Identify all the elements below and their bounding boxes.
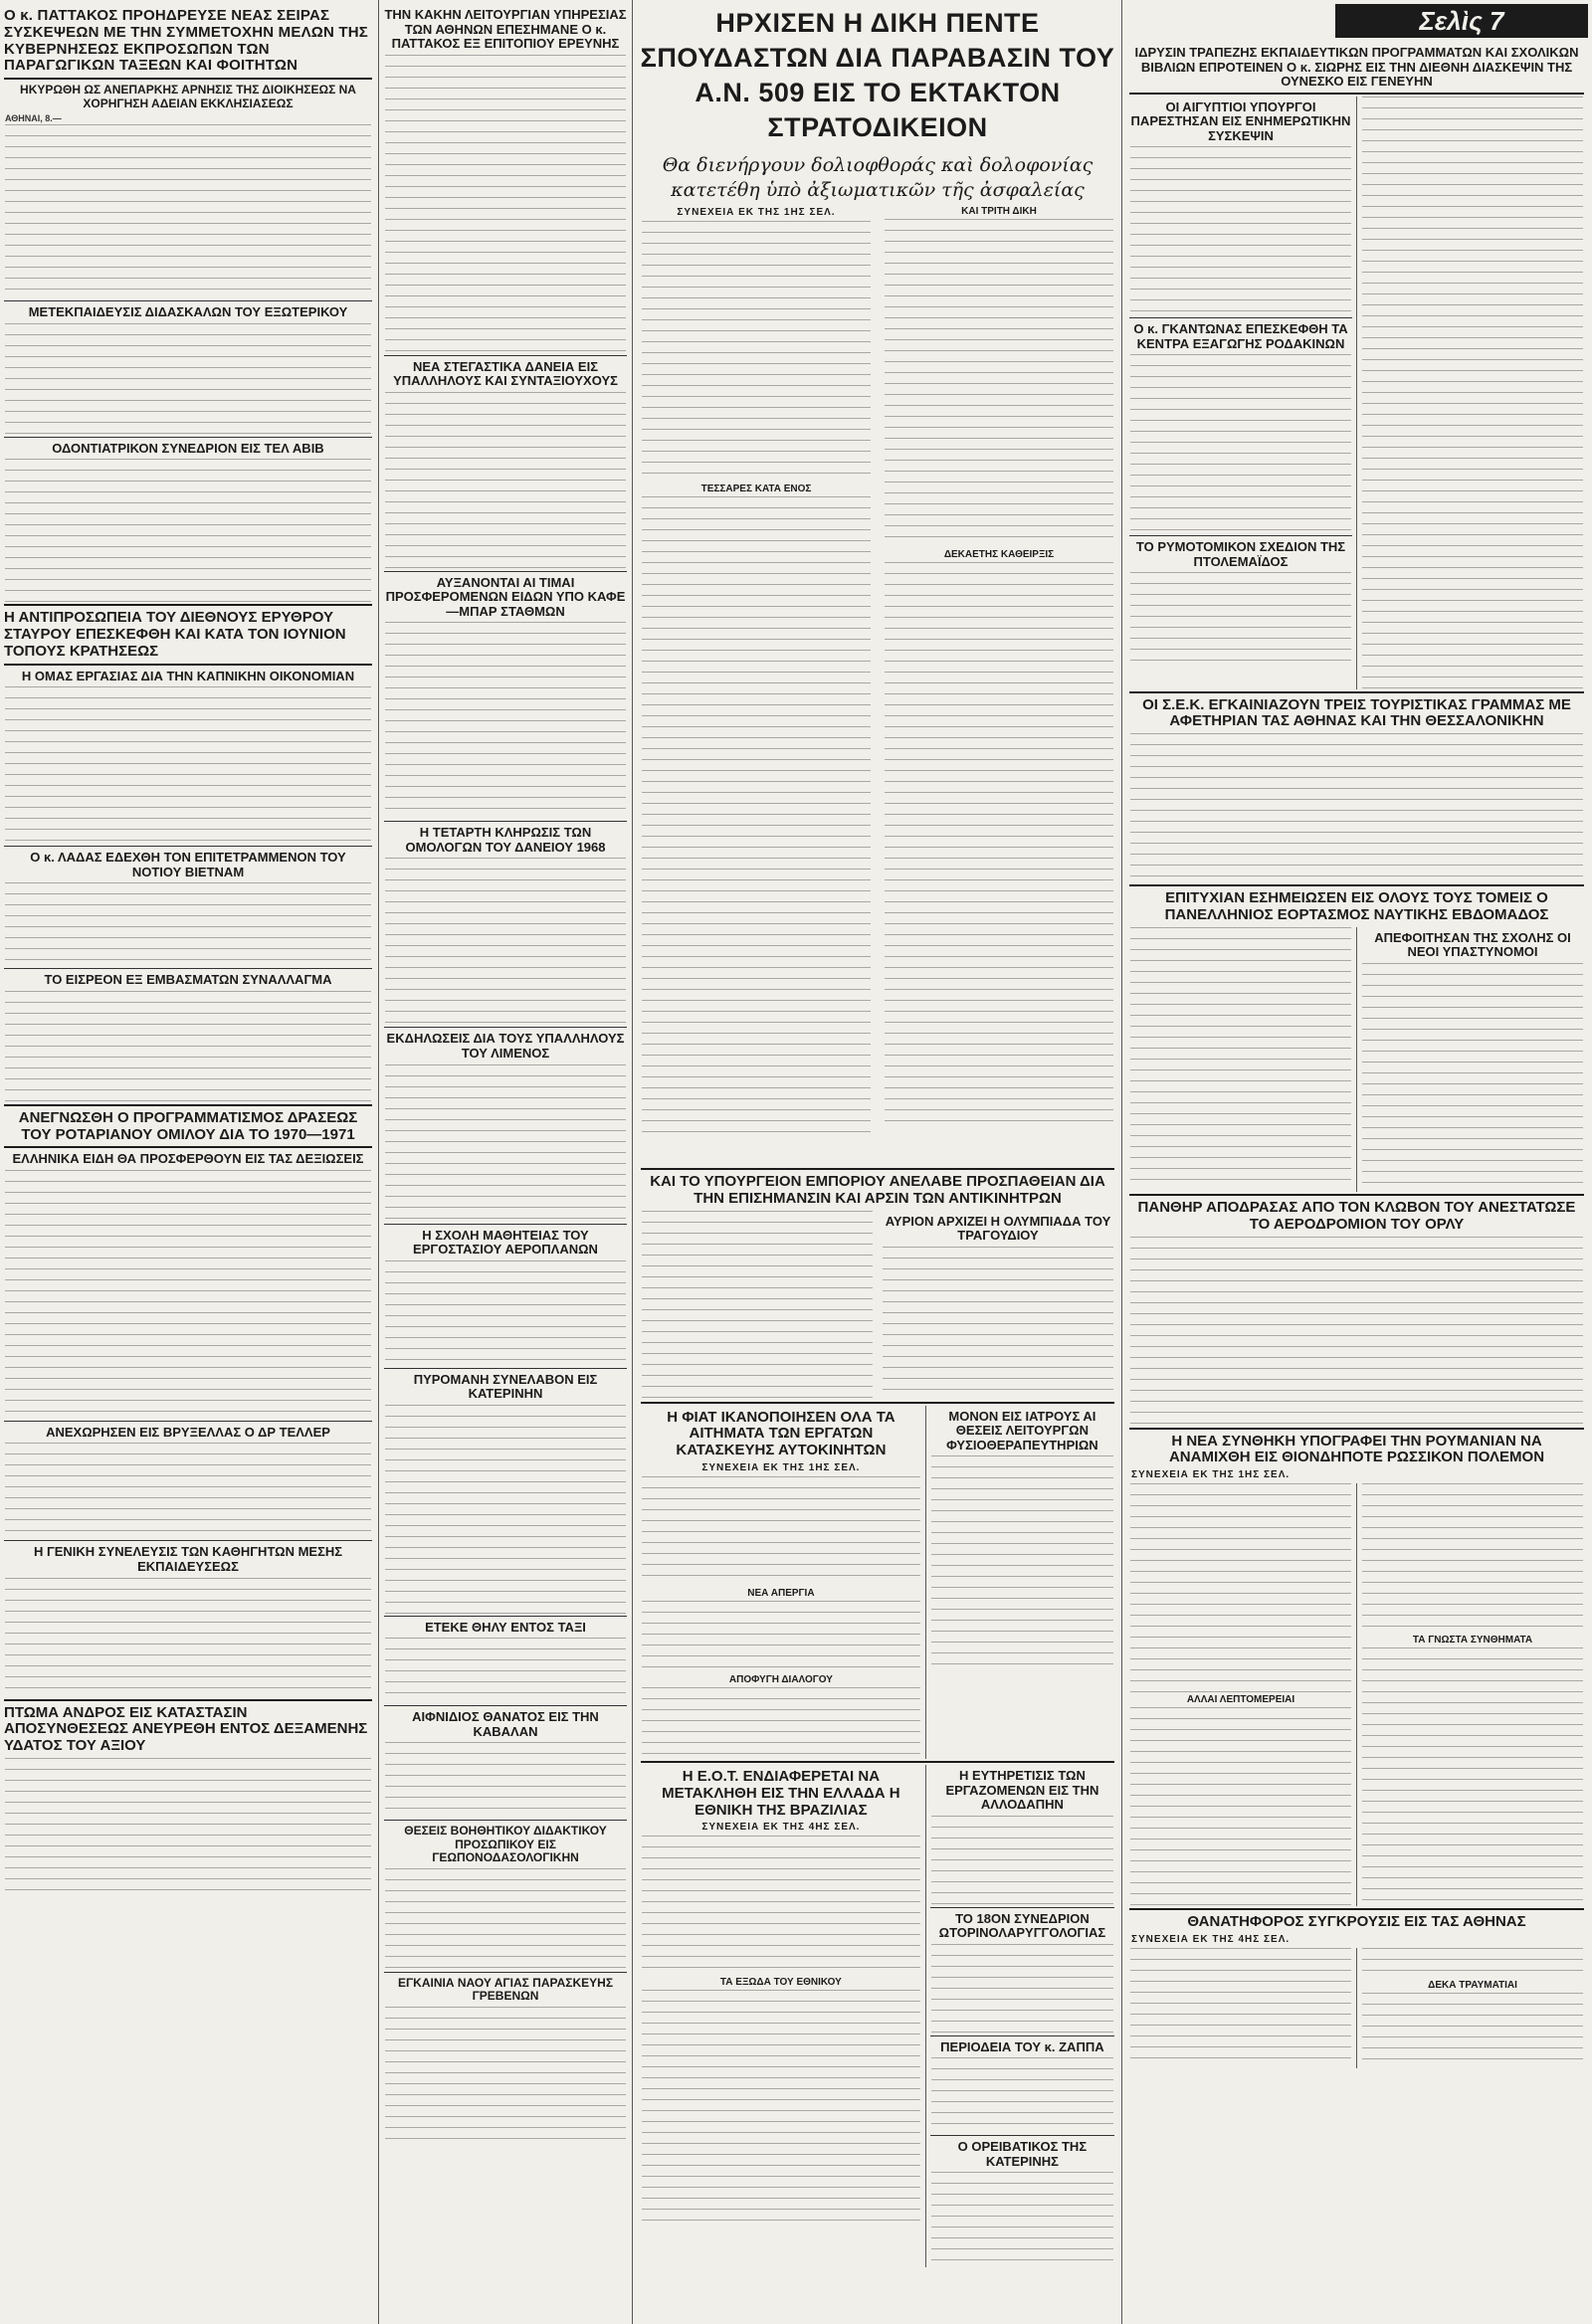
article-body (385, 55, 626, 353)
lead-subhead: ΔΕΚΑΕΤΗΣ ΚΑΘΕΙΡΞΙΣ (943, 549, 1055, 560)
article-body (5, 323, 371, 435)
article-body (5, 686, 371, 844)
article-body (385, 1742, 626, 1818)
headline-aircraft-school: Η ΣΧΟΛΗ ΜΑΘΗΤΕΙΑΣ ΤΟΥ ΕΡΓΟΣΤΑΣΙΟΥ ΑΕΡΟΠΛΑΝΩΝ (413, 1227, 598, 1258)
headline-fiat: Η ΦΙΑΤ ΙΚΑΝΟΠΟΙΗΣΕΝ ΟΛΑ ΤΑ ΑΙΤΗΜΑΤΑ ΤΩΝ ΕΡΓΑΤΩΝ ΚΑΤΑΣΚΕΥΗΣ ΑΥΤΟΚΙΝΗΤΩΝ (667, 1408, 896, 1459)
headline-housing-loans: ΝΕΑ ΣΤΕΓΑΣΤΙΚΑ ΔΑΝΕΙΑ ΕΙΣ ΥΠΑΛΛΗΛΟΥΣ ΚΑΙ ΣΥΝΤΑΞΙΟΥΧΟΥΣ (393, 358, 618, 389)
headline-red-cross: Η ΑΝΤΙΠΡΟΣΩΠΕΙΑ ΤΟΥ ΔΙΕΘΝΟΥΣ ΕΡΥΘΡΟΥ ΣΤΑΥΡΟΥ ΕΠΕΣΚΕΦΘΗ ΚΑΙ ΚΑΤΑ ΤΟΝ ΙΟΥΝΙΟΝ ΤΟΠΟΥΣ ΚΡΑΤΗΣΕΩΣ (4, 609, 346, 660)
lead-body-left (637, 204, 876, 1159)
headline-peach-export: Ο κ. ΓΚΑΝΤΩΝΑΣ ΕΠΕΣΚΕΦΘΗ ΤΑ ΚΕΝΤΡΑ ΕΞΑΓΩΓΗΣ ΡΟΔΑΚΙΝΩΝ (1133, 321, 1348, 351)
headline-physiotherapy: ΜΟΝΟΝ ΕΙΣ ΙΑΤΡΟΥΣ ΑΙ ΘΕΣΕΙΣ ΛΕΙΤΟΥΡΓΩΝ ΦΥΣΙΟΘΕΡΑΠΕΥΤΗΡΙΩΝ (946, 1408, 1098, 1452)
article-body (5, 1170, 371, 1419)
lead-body-right (880, 204, 1118, 1159)
lead-subhead: ΤΕΣΣΑΡΕΣ ΚΑΤΑ ΕΝΟΣ (700, 484, 812, 494)
headline-teachers-abroad: ΜΕΤΕΚΠΑΙΔΕΥΣΙΣ ΔΙΔΑΣΚΑΛΩΝ ΤΟΥ ΕΞΩΤΕΡΙΚΟΥ (28, 304, 348, 320)
headline-teachers-assembly: Η ΓΕΝΙΚΗ ΣΥΝΕΛΕΥΣΙΣ ΤΩΝ ΚΑΘΗΓΗΤΩΝ ΜΕΣΗΣ ΕΚΠΑΙΔΕΥΣΕΩΣ (33, 1544, 343, 1574)
column-2 (380, 0, 631, 2146)
headline-romania-treaty: Η ΝΕΑ ΣΥΝΘΗΚΗ ΥΠΟΓΡΑΦΕΙ ΤΗΝ ΡΟΥΜΑΝΙΑΝ ΝΑ ΑΝΑΜΙΧΘΗ ΕΙΣ ΘΙΟΝΔΗΠΟΤΕ ΡΩΣΣΙΚΟΝ ΠΟΛΕΜΟΝ (1168, 1432, 1545, 1466)
article-body (385, 1638, 626, 1703)
subhead: ΤΑ ΓΝΩΣΤΑ ΣΥΝΘΗΜΑΤΑ (1412, 1635, 1533, 1646)
headline-birth-taxi: ΕΤΕΚΕ ΘΗΛΥ ΕΝΤΟΣ ΤΑΞΙ (425, 1619, 586, 1635)
subhead: ΔΕΚΑ ΤΡΑΥΜΑΤΙΑΙ (1428, 1979, 1517, 1991)
article-body (5, 1578, 371, 1697)
headline-arsonist: ΠΥΡΟΜΑΝΗ ΣΥΝΕΛΑΒΟΝ ΕΙΣ ΚΑΤΕΡΙΝΗΝ (413, 1371, 598, 1402)
headline-teaching-positions: ΘΕΣΕΙΣ ΒΟΗΘΗΤΙΚΟΥ ΔΙΔΑΚΤΙΚΟΥ ΠΡΟΣΩΠΙΚΟΥ ΕΙΣ ΓΕΩΠΟΝΟΔΑΣΟΛΟΓΙΚΗΝ (404, 1824, 607, 1865)
column-rule (632, 0, 633, 2324)
headline-navy-week: ΕΠΙΤΥΧΙΑΝ ΕΣΗΜΕΙΩΣΕΝ ΕΙΣ ΟΛΟΥΣ ΤΟΥΣ ΤΟΜΕΙΣ Ο ΠΑΝΕΛΛΗΝΙΟΣ ΕΟΡΤΑΣΜΟΣ ΝΑΥΤΙΚΗΣ ΕΒΔΟΜΑΔΟΣ (1164, 889, 1549, 924)
article-body (385, 1868, 626, 1970)
headline-bond-draw: Η ΤΕΤΑΡΤΗ ΚΛΗΡΩΣΙΣ ΤΩΝ ΟΜΟΛΟΓΩΝ ΤΟΥ ΔΑΝΕΙΟΥ 1968 (405, 825, 606, 855)
article-body (385, 392, 626, 569)
headline-port-employees: ΕΚΔΗΛΩΣΕΙΣ ΔΙΑ ΤΟΥΣ ΥΠΑΛΛΗΛΟΥΣ ΤΟΥ ΛΙΜΕΝΟΣ (386, 1031, 625, 1062)
continuation-label: ΣΥΝΕΧΕΙΑ ΕΚ ΤΗΣ 1ΗΣ ΣΕΛ. (677, 207, 836, 218)
headline-remittances: ΤΟ ΕΙΣΡΕΟΝ ΕΞ ΕΜΒΑΣΜΑΤΩΝ ΣΥΝΑΛΛΑΓΜΑ (44, 972, 332, 988)
column-rule (1121, 0, 1122, 2324)
article-body (5, 1443, 371, 1538)
subhead: ΤΑ ΕΞΩΔΑ ΤΟΥ ΕΘΝΙΚΟΥ (719, 1977, 842, 1989)
headline-church-permit: ΗΚΥΡΩΘΗ ΩΣ ΑΝΕΠΑΡΚΗΣ ΑΡΝΗΣΙΣ ΤΗΣ ΔΙΟΙΚΗΣΕΩΣ ΝΑ ΧΟΡΗΓΗΣΗ ΑΔΕΙΑΝ ΕΚΚΛΗΣΙΑΣΕΩΣ (20, 83, 356, 110)
lead-headline: ΗΡΧΙΣΕΝ Η ΔΙΚΗ ΠΕΝΤΕ ΣΠΟΥΔΑΣΤΩΝ ΔΙΑ ΠΑΡΑΒΑΣΙΝ ΤΟΥ Α.Ν. 509 ΕΙΣ ΤΟ ΕΚΤΑΚΤΟΝ ΣΤΡΑΤΟΔΙΚΕΙΟΝ (640, 8, 1115, 142)
continuation-label: ΣΥΝΕΧΕΙΑ ΕΚ ΤΗΣ 1ΗΣ ΣΕΛ. (1131, 1469, 1291, 1481)
article-body (5, 1758, 371, 1897)
headline-tourist-lines: ΟΙ Σ.Ε.Κ. ΕΓΚΑΙΝΙΑΖΟΥΝ ΤΡΕΙΣ ΤΟΥΡΙΣΤΙΚΑΣ ΓΡΑΜΜΑΣ ΜΕ ΑΦΕΤΗΡΙΑΝ ΤΑΣ ΑΘΗΝΑΣ ΚΑΙ ΤΗΝ ΘΕΣΣΑΛΟΝΙΚΗΝ (1142, 695, 1571, 730)
headline-church-grevena: ΕΓΚΑΙΝΙΑ ΝΑΟΥ ΑΓΙΑΣ ΠΑΡΑΣΚΕΥΗΣ ΓΡΕΒΕΝΩΝ (397, 1975, 614, 2004)
column-rule (378, 0, 379, 2324)
article-body (385, 1065, 626, 1222)
right-column (1125, 42, 1588, 2324)
headline-egyptian-ministers: ΟΙ ΑΙΓΥΠΤΙΟΙ ΥΠΟΥΡΓΟΙ ΠΑΡΕΣΤΗΣΑΝ ΕΙΣ ΕΝΗΜΕΡΩΤΙΚΗΝ ΣΥΣΚΕΨΙΝ (1130, 98, 1351, 143)
headline-sudden-death: ΑΙΦΝΙΔΙΟΣ ΘΑΝΑΤΟΣ ΕΙΣ ΤΗΝ ΚΑΒΑΛΑΝ (412, 1709, 599, 1739)
continuation-label: ΣΥΝΕΧΕΙΑ ΕΚ ΤΗΣ 4ΗΣ ΣΕΛ. (1131, 1933, 1291, 1945)
headline-athens-service: ΤΗΝ ΚΑΚΗΝ ΛΕΙΤΟΥΡΓΙΑΝ ΥΠΗΡΕΣΙΑΣ ΤΩΝ ΑΘΗΝΩΝ ΕΠΕΣΗΜΑΝΕ Ο κ. ΠΑΤΤΑΚΟΣ ΕΞ ΕΠΙΤΟΠΙΟΥ ΕΡΕΥΝΗΣ (384, 7, 627, 52)
headline-katerini-hiking: Ο ΟΡΕΙΒΑΤΙΚΟΣ ΤΗΣ ΚΑΤΕΡΙΝΗΣ (957, 2139, 1088, 2169)
article-body (5, 113, 371, 298)
headline-rotary: ΑΝΕΓΝΩΣΘΗ Ο ΠΡΟΓΡΑΜΜΑΤΙΣΜΟΣ ΔΡΑΣΕΩΣ ΤΟΥ ΡΟΤΑΡΙΑΝΟΥ ΟΜΙΛΟΥ ΔΙΑ ΤΟ 1970—1971 (18, 1108, 358, 1143)
continuation-label: ΣΥΝΕΧΕΙΑ ΕΚ ΤΗΣ 4ΗΣ ΣΕΛ. (701, 1822, 861, 1834)
headline-ent-congress: ΤΟ 18ΟΝ ΣΥΝΕΔΡΙΟΝ ΩΤΟΡΙΝΟΛΑΡΥΓΓΟΛΟΓΙΑΣ (938, 1910, 1106, 1941)
dateline: ΑΘΗΝΑΙ, 8.— (5, 113, 62, 124)
subhead: ΑΛΛΑΙ ΛΕΠΤΟΜΕΡΕΙΑΙ (1186, 1694, 1295, 1706)
headline-fatal-collision: ΘΑΝΑΤΗΦΟΡΟΣ ΣΥΓΚΡΟΥΣΙΣ ΕΙΣ ΤΑΣ ΑΘΗΝΑΣ (1187, 1913, 1526, 1931)
lead-story-header (637, 6, 1118, 203)
headline-body-found-axios: ΠΤΩΜΑ ΑΝΔΡΟΣ ΕΙΣ ΚΑΤΑΣΤΑΣΙΝ ΑΠΟΣΥΝΘΕΣΕΩΣ ΑΝΕΥΡΕΘΗ ΕΝΤΟΣ ΔΕΞΑΜΕΝΗΣ ΥΔΑΤΟΣ ΤΟΥ ΑΞΙΟΥ (4, 1703, 368, 1755)
headline-ladas-vietnam: Ο κ. ΛΑΔΑΣ ΕΔΕΧΘΗ ΤΟΝ ΕΠΙΤΕΤΡΑΜΜΕΝΟΝ ΤΟΥ ΝΟΤΙΟΥ ΒΙΕΤΝΑΜ (30, 850, 346, 879)
headline-dental-congress: ΟΔΟΝΤΙΑΤΡΙΚΟΝ ΣΥΝΕΔΡΙΟΝ ΕΙΣ ΤΕΛ ΑΒΙΒ (52, 440, 324, 456)
middle-lower (637, 1166, 1118, 2324)
headline-zappas-tour: ΠΕΡΙΟΔΕΙΑ ΤΟΥ κ. ΖΑΠΠΑ (940, 2038, 1104, 2054)
article-body (385, 1260, 626, 1366)
headline-unesco: ΙΔΡΥΣΙΝ ΤΡΑΠΕΖΗΣ ΕΚΠΑΙΔΕΥΤΙΚΩΝ ΠΡΟΓΡΑΜΜΑΤΩΝ ΚΑΙ ΣΧΟΛΙΚΩΝ ΒΙΒΛΙΩΝ ΕΠΡΟΤΕΙΝΕΝ Ο κ. ΣΙΩΡΗΣ ΕΙΣ ΤΗΝ ΔΙΕΘΝΗ ΔΙΑΣΚΕΨΙΝ ΤΗΣ ΟΥΝΕΣΚΟ ΕΙΣ ΓΕΝΕΥΗΝ (1134, 45, 1579, 90)
headline-eot-brazil: Η Ε.Ο.Τ. ΕΝΔΙΑΦΕΡΕΤΑΙ ΝΑ ΜΕΤΑΚΛΗΘΗ ΕΙΣ ΤΗΝ ΕΛΛΑΔΑ Η ΕΘΝΙΚΗ ΤΗΣ ΒΡΑΖΙΛΙΑΣ (662, 1767, 900, 1819)
column-1 (0, 0, 376, 1897)
headline-olympiad-song: ΑΥΡΙΟΝ ΑΡΧΙΖΕΙ Η ΟΛΥΜΠΙΑΔΑ ΤΟΥ ΤΡΑΓΟΥΔΙΟΥ (885, 1213, 1111, 1244)
article-body (5, 459, 371, 602)
headline-workers-abroad: Η ΕΥΤΗΡΕΤΙΣΙΣ ΤΩΝ ΕΡΓΑΖΟΜΕΝΩΝ ΕΙΣ ΤΗΝ ΑΛΛΟΔΑΠΗΝ (945, 1767, 1099, 1813)
article-body (5, 991, 371, 1102)
headline-commerce-ministry: ΚΑΙ ΤΟ ΥΠΟΥΡΓΕΙΟΝ ΕΜΠΟΡΙΟΥ ΑΝΕΛΑΒΕ ΠΡΟΣΠΑΘΕΙΑΝ ΔΙΑ ΤΗΝ ΕΠΙΣΗΜΑΝΣΙΝ ΚΑΙ ΑΡΣΙΝ ΤΩΝ ΑΝΤΙΚΙΝΗΤΡΩΝ (650, 1173, 1105, 1207)
page-number-banner: Σελὶς 7 (1335, 4, 1588, 38)
article-body (5, 882, 371, 966)
headline-greek-goods: ΕΛΛΗΝΙΚΑ ΕΙΔΗ ΘΑ ΠΡΟΣΦΕΡΘΟΥΝ ΕΙΣ ΤΑΣ ΔΕΞΙΩΣΕΙΣ (12, 1151, 364, 1167)
headline-tobacco-group: Η ΟΜΑΣ ΕΡΓΑΣΙΑΣ ΔΙΑ ΤΗΝ ΚΑΠΝΙΚΗΝ ΟΙΚΟΝΟΜΙΑΝ (21, 668, 355, 683)
lead-subhead: ΚΑΙ ΤΡΙΤΗ ΔΙΚΗ (961, 206, 1037, 217)
subhead: ΑΠΟΦΥΓΗ ΔΙΑΛΟΓΟΥ (728, 1673, 833, 1685)
article-body (385, 858, 626, 1025)
headline-teller-brussels: ΑΝΕΧΩΡΗΣΕΝ ΕΙΣ ΒΡΥΞΕΛΛΑΣ Ο ΔΡ ΤΕΛΛΕΡ (46, 1424, 330, 1440)
headline-panther-orly: ΠΑΝΘΗΡ ΑΠΟΔΡΑΣΑΣ ΑΠΟ ΤΟΝ ΚΛΩΒΟΝ ΤΟΥ ΑΝΕΣΤΑΤΩΣΕ ΤΟ ΑΕΡΟΔΡΟΜΙΟΝ ΤΟΥ ΟΡΛΥ (1137, 1198, 1576, 1233)
article-body (385, 622, 626, 819)
article-body (385, 1405, 626, 1614)
headline-police-graduates: ΑΠΕΦΟΙΤΗΣΑΝ ΤΗΣ ΣΧΟΛΗΣ ΟΙ ΝΕΟΙ ΥΠΑΣΤΥΝΟΜΟΙ (1374, 929, 1571, 960)
headline-ptolemaida-plan: ΤΟ ΡΥΜΟΤΟΜΙΚΟΝ ΣΧΕΔΙΟΝ ΤΗΣ ΠΤΟΛΕΜΑΪΔΟΣ (1135, 539, 1346, 569)
subhead: ΝΕΑ ΑΠΕΡΓΙΑ (747, 1587, 815, 1599)
continuation-label: ΣΥΝΕΧΕΙΑ ΕΚ ΤΗΣ 1ΗΣ ΣΕΛ. (701, 1461, 861, 1473)
headline-pattakos-meetings: Ο κ. ΠΑΤΤΑΚΟΣ ΠΡΟΗΔΡΕΥΣΕ ΝΕΑΣ ΣΕΙΡΑΣ ΣΥΣΚΕΨΕΩΝ ΜΕ ΤΗΝ ΣΥΜΜΕΤΟΧΗΝ ΜΕΛΩΝ ΤΗΣ ΚΥΒΕΡΝΗΣΕΩΣ ΕΚΠΡΟΣΩΠΩΝ ΤΩΝ ΠΑΡΑΓΩΓΙΚΩΝ ΤΑΞΕΩΝ ΚΑΙ ΦΟΙΤΗΤΩΝ (4, 7, 369, 75)
article-body (385, 2007, 626, 2146)
lead-deck: Θα διενήργουν δολιοφθοράς καὶ δολοφονίας κατετέθη ὑπὸ ἀξιωματικῶν τῆς ἀσφαλείας (662, 154, 1094, 201)
headline-cafe-prices: ΑΥΞΑΝΟΝΤΑΙ ΑΙ ΤΙΜΑΙ ΠΡΟΣΦΕΡΟΜΕΝΩΝ ΕΙΔΩΝ ΥΠΟ ΚΑΦΕ—ΜΠΑΡ ΣΤΑΘΜΩΝ (385, 574, 626, 619)
